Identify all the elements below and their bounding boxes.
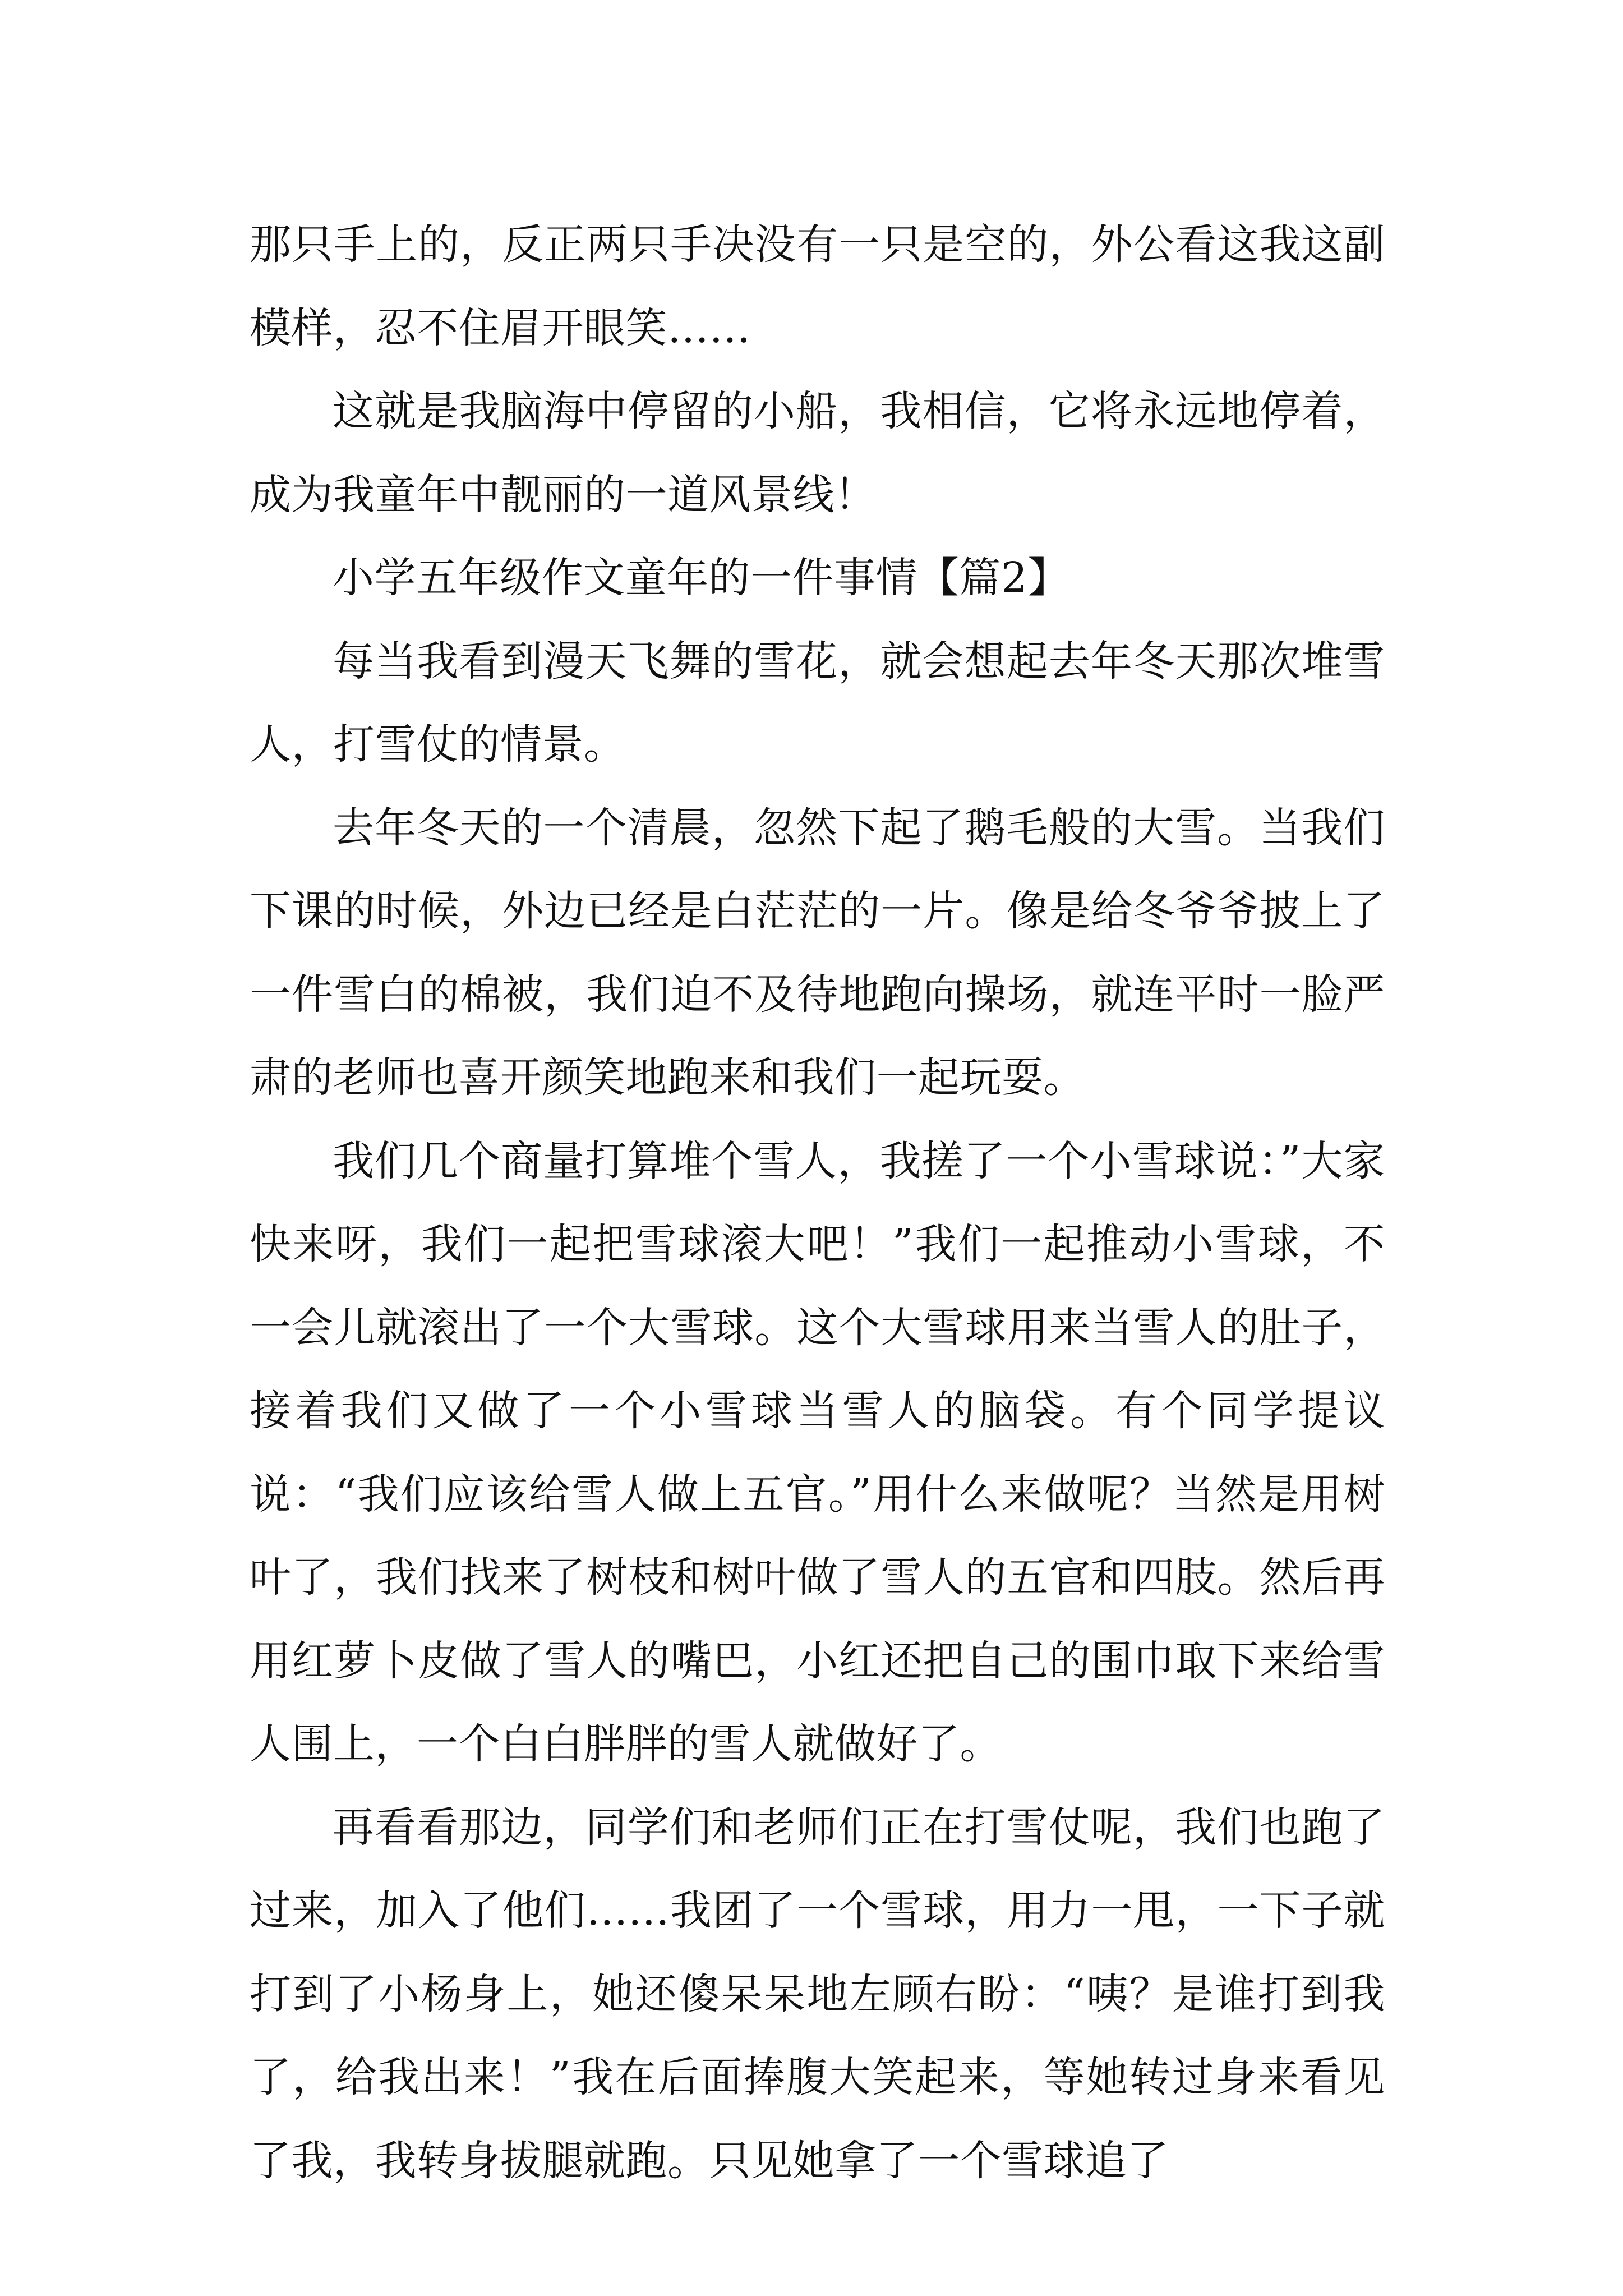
paragraph-continuation: 那只手上的，反正两只手决没有一只是空的，外公看这我这副模样，忍不住眉开眼笑…… (250, 220, 1385, 352)
paragraph-conclusion: 这就是我脑海中停留的小船，我相信，它将永远地停着，成为我童年中靓丽的一道风景线！ (250, 387, 1385, 519)
paragraph-snow-morning: 去年冬天的一个清晨，忽然下起了鹅毛般的大雪。当我们下课的时候，外边已经是白茫茫的一片。像是给冬爷爷披上了一件雪白的棉被，我们迫不及待地跑向操场，就连平时一脸严肃的老师也喜开颜笑地跑来和我们一起玩耍。 (250, 803, 1385, 1102)
paragraph-snowball-fight: 再看看那边，同学们和老师们正在打雪仗呢，我们也跑了过来，加入了他们……我团了一个雪球，用力一甩，一下子就打到了小杨身上，她还傻呆呆地左顾右盼：“咦？是谁打到我了，给我出来！”我在后面捧腹大笑起来，等她转过身来看见了我，我转身拔腿就跑。只见她拿了一个雪球追了 (250, 1803, 1385, 2185)
paragraph-opening: 每当我看到漫天飞舞的雪花，就会想起去年冬天那次堆雪人，打雪仗的情景。 (250, 637, 1385, 769)
paragraph-snowman: 我们几个商量打算堆个雪人，我搓了一个小雪球说：”大家快来呀，我们一起把雪球滚大吧！”我们一起推动小雪球，不一会儿就滚出了一个大雪球。这个大雪球用来当雪人的肚子，接着我们又做了一个小雪球当雪人的脑袋。有个同学提议说：“我们应该给雪人做上五官。”用什么来做呢？当然是用树叶了，我们找来了树枝和树叶做了雪人的五官和四肢。然后再用红萝卜皮做了雪人的嘴巴，小红还把自己的围巾取下来给雪人围上，一个白白胖胖的雪人就做好了。 (250, 1137, 1385, 1768)
document-body (250, 203, 1385, 2202)
essay-heading: 小学五年级作文童年的一件事情【篇2】 (333, 554, 1070, 602)
